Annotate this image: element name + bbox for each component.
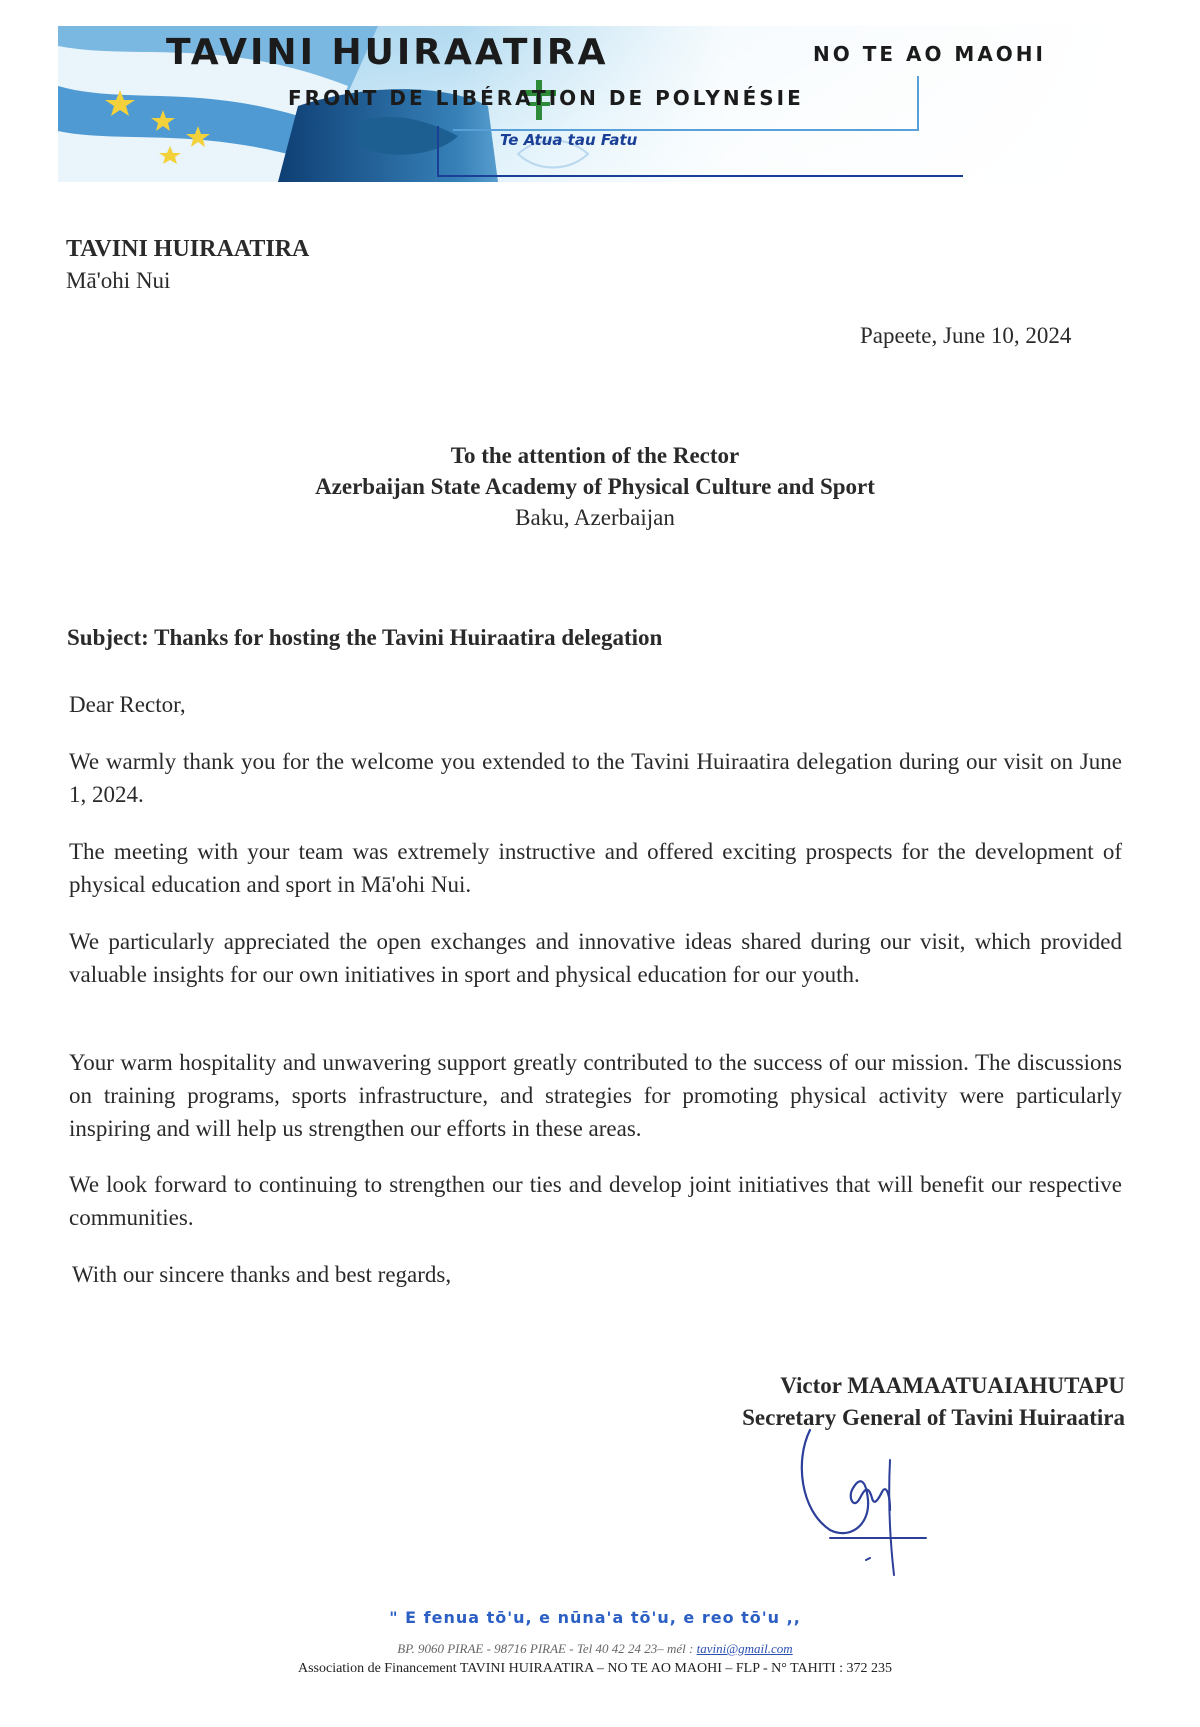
footer-association: Association de Financement TAVINI HUIRAATIRA – NO TE AO MAOHI – FLP - N° TAHITI : 372 235 xyxy=(297,1661,893,1676)
subject-line: Subject: Thanks for hosting the Tavini Huiraatira delegation xyxy=(67,625,663,650)
sender-name: TAVINI HUIRAATIRA xyxy=(66,236,310,262)
footer-contact-address: BP. 9060 PIRAE - 98716 PIRAE - Tel 40 42 24 23– mél : xyxy=(397,1641,694,1656)
banner-title: TAVINI HUIRAATIRA xyxy=(166,32,609,73)
addressee-line-3: Baku, Azerbaijan xyxy=(515,505,675,530)
signatory-name: Victor MAAMAATUAIAHUTAPU xyxy=(780,1373,1125,1398)
footer-email-link[interactable]: tavini@gmail.com xyxy=(696,1641,793,1656)
footer-motto: " E fenua tō'u, e nūna'a tō'u, e reo tō'u ,, xyxy=(389,1608,801,1627)
body-paragraph: Your warm hospitality and unwavering support greatly contributed to the success of our mission. The discussions on training programs, sports infrastructure, and strategies for promoting physical activity were particularly inspiring and will help us strengthen our efforts in these areas. xyxy=(69,1050,1122,1141)
greeting: Dear Rector, xyxy=(69,692,186,717)
letterhead-banner xyxy=(58,26,1126,182)
banner-title-suffix: NO TE AO MAOHI xyxy=(813,42,1046,66)
body-paragraph: We particularly appreciated the open exchanges and innovative ideas shared during our visit, which provided valuable insights for our own initiatives in sport and physical education for our youth. xyxy=(69,929,1122,987)
banner-motto: Te Atua tau Fatu xyxy=(500,131,638,149)
footer-contact xyxy=(0,1641,1190,1657)
body-paragraph: The meeting with your team was extremely instructive and offered exciting prospects for the development of physical education and sport in Mā'ohi Nui. xyxy=(69,839,1122,897)
letter-date: Papeete, June 10, 2024 xyxy=(860,323,1072,348)
body-paragraph: We warmly thank you for the welcome you extended to the Tavini Huiraatira delegation during our visit on June 1, 2024. xyxy=(69,749,1122,807)
handwritten-signature xyxy=(790,1420,930,1580)
body-paragraph: We look forward to continuing to strengthen our ties and develop joint initiatives that will benefit our respective communities. xyxy=(69,1172,1122,1230)
closing: With our sincere thanks and best regards, xyxy=(72,1262,452,1287)
sender-place: Mā'ohi Nui xyxy=(66,268,171,293)
banner-subtitle: FRONT DE LIBÉRATION DE POLYNÉSIE xyxy=(288,86,804,110)
signatory-title: Secretary General of Tavini Huiraatira xyxy=(742,1405,1125,1430)
addressee-line-2: Azerbaijan State Academy of Physical Culture and Sport xyxy=(315,474,875,499)
addressee-line-1: To the attention of the Rector xyxy=(450,443,740,468)
